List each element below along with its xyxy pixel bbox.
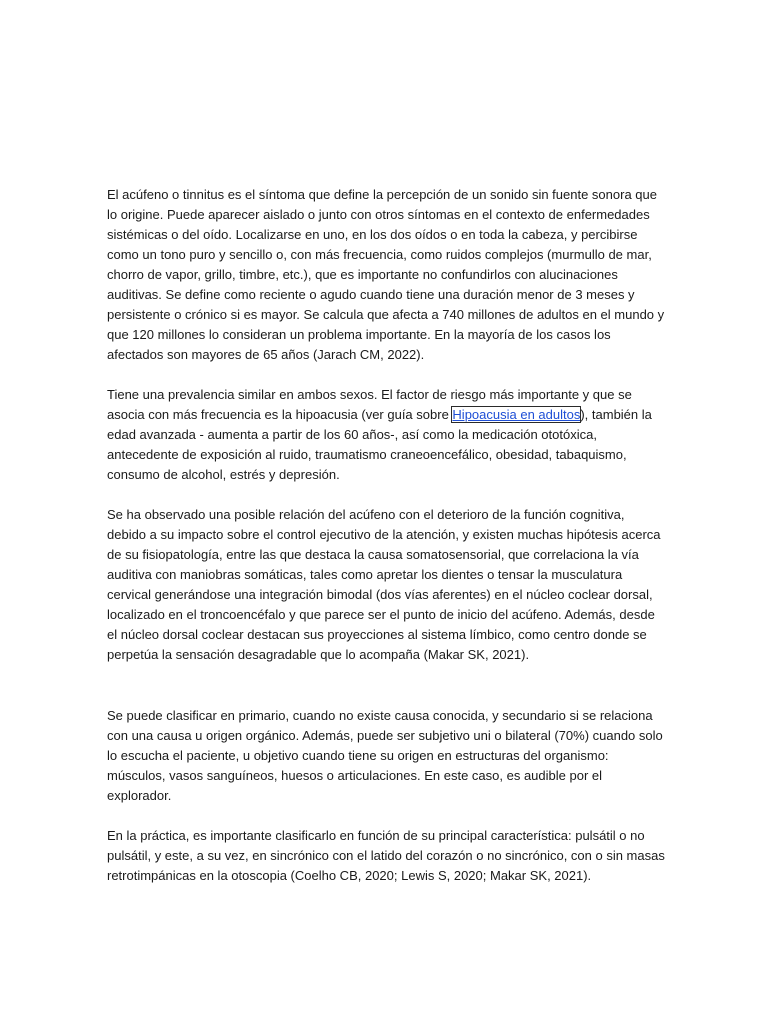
paragraph-spacer <box>107 485 665 505</box>
hipoacusia-link[interactable]: Hipoacusia en adultos <box>452 407 581 422</box>
paragraph-spacer <box>107 365 665 385</box>
paragraph-definition: El acúfeno o tinnitus es el síntoma que define la percepción de un sonido sin fuente sonora que lo origine. Puede aparecer aislado o junto con otros síntomas en el contexto de enfermedades sistémicas o del oído. Localizarse en uno, en los dos oídos o en toda la cabeza, y percibirse como un tono puro y sencillo o, con más frecuencia, como ruidos complejos (murmullo de mar, chorro de vapor, grillo, timbre, etc.), que es importante no confundirlos con alucinaciones auditivas. Se define como reciente o agudo cuando tiene una duración menor de 3 meses y persistente o crónico si es mayor. Se calcula que afecta a 740 millones de adultos en el mundo y que 120 millones lo consideran un problema importante. En la mayoría de los casos los afectados son mayores de 65 años (Jarach CM, 2022). <box>107 187 665 362</box>
section-spacer <box>107 665 665 706</box>
document-body <box>107 185 665 886</box>
paragraph-prevalence-text-start: Tiene una prevalencia similar en ambos sexos. El factor de riesgo más importante y que se asocia con más frecuencia es la hipoacusia (ver guía sobre <box>107 387 632 422</box>
paragraph-classification: Se puede clasificar en primario, cuando no existe causa conocida, y secundario si se relaciona con una causa u origen orgánico. Además, puede ser subjetivo uni o bilateral (70%) cuando solo lo escucha el paciente, u objetivo cuando tiene su origen en estructuras del organismo: músculos, vasos sanguíneos, huesos o articulaciones. En este caso, es audible por el explorador. <box>107 708 663 803</box>
paragraph-practice: En la práctica, es importante clasificarlo en función de su principal característica: pulsátil o no pulsátil, y este, a su vez, en sincrónico con el latido del corazón o no sincrónico, con o sin masas retrotimpánicas en la otoscopia (Coelho CB, 2020; Lewis S, 2020; Makar SK, 2021). <box>107 828 665 883</box>
paragraph-prevalence-text-end: ), también la edad avanzada - aumenta a partir de los 60 años-, así como la medicación ototóxica, antecedente de exposición al ruido, traumatismo craneoencefálico, obesidad, tabaquismo, consumo de alcohol, estrés y depresión. <box>107 407 652 482</box>
paragraph-prevalence <box>107 385 665 485</box>
paragraph-pathophysiology: Se ha observado una posible relación del acúfeno con el deterioro de la función cognitiva, debido a su impacto sobre el control ejecutivo de la atención, y existen muchas hipótesis acerca de su fisiopatología, entre las que destaca la causa somatosensorial, que correlaciona la vía auditiva con maniobras somáticas, tales como apretar los dientes o tensar la musculatura cervical generándose una integración bimodal (dos vías aferentes) en el núcleo coclear dorsal, localizado en el troncoencéfalo y que parece ser el punto de inicio del acúfeno. Además, desde el núcleo dorsal coclear destacan sus proyecciones al sistema límbico, como centro donde se perpetúa la sensación desagradable que lo acompaña (Makar SK, 2021). <box>107 507 661 662</box>
paragraph-spacer <box>107 806 665 826</box>
